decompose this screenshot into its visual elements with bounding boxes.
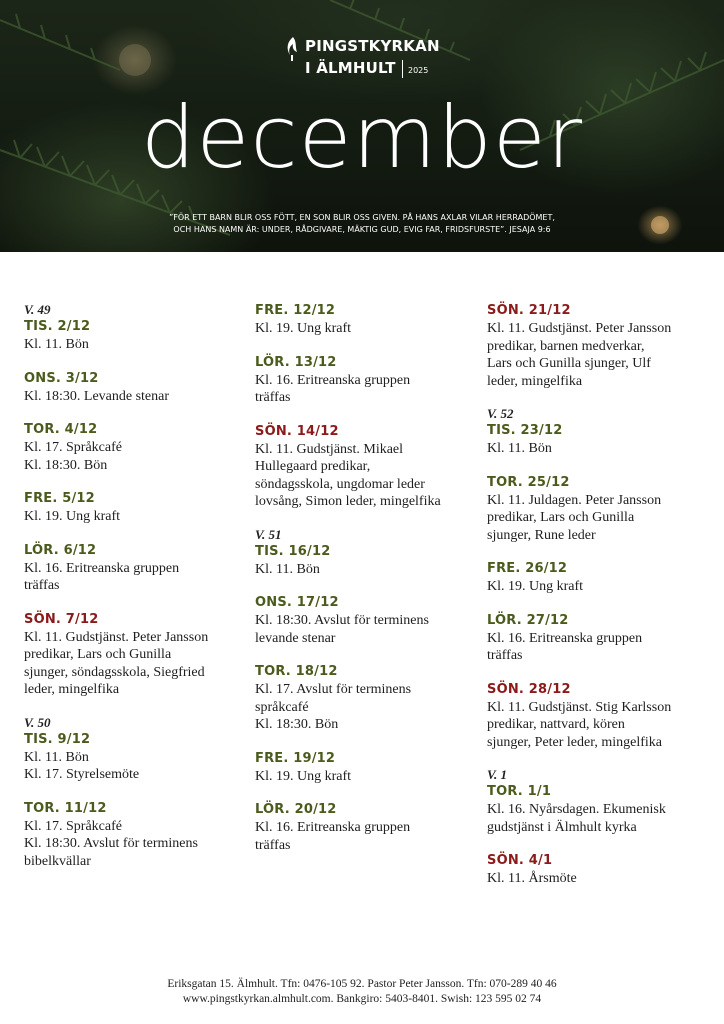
schedule-entry (24, 800, 249, 871)
date-heading: ONS. 3/12 (24, 370, 99, 386)
schedule-entry (24, 542, 249, 595)
month-title: december (140, 88, 584, 188)
date-heading: TOR. 25/12 (487, 474, 570, 490)
event-text-line: Kl. 11. Juldagen. Peter Jansson (487, 492, 662, 508)
verse-line-1: ”FÖR ETT BARN BLIR OSS FÖTT, EN SON BLIR OSS GIVEN. PÅ HANS AXLAR VILAR HERRADÖMET, (169, 213, 555, 222)
week-number: V. 50 (24, 714, 51, 730)
event-text-line: bibelkvällar (24, 853, 91, 869)
logo-divider (402, 60, 403, 78)
schedule-column-2 (255, 302, 480, 870)
event-text-line: träffas (487, 648, 523, 663)
schedule-entry (24, 421, 249, 474)
event-text-line: gudstjänst i Älmhult kyrka (487, 819, 637, 835)
date-heading: LÖR. 6/12 (24, 542, 97, 558)
event-text-line: sjunger, söndagsskola, Siegfried (24, 664, 205, 680)
schedule-entry (255, 423, 480, 511)
date-heading: LÖR. 20/12 (255, 802, 337, 817)
event-text-line: Kl. 11. Gudstjänst. Peter Jansson (24, 629, 209, 645)
event-text-line: träffas (24, 578, 60, 593)
event-text-line: Kl. 11. Gudstjänst. Peter Jansson (487, 321, 672, 336)
schedule-entry (487, 474, 712, 545)
event-text-line: Kl. 16. Eritreanska gruppen (255, 372, 411, 388)
schedule-entry (24, 611, 249, 699)
date-heading: TOR. 11/12 (24, 800, 107, 816)
event-text-line: Kl. 19. Ung kraft (24, 509, 121, 524)
event-text-line: Kl. 17. Språkcafé (24, 818, 122, 834)
event-text-line: Kl. 17. Språkcafé (24, 440, 122, 455)
week-number: V. 51 (255, 526, 282, 542)
event-text-line: Kl. 16. Nyårsdagen. Ekumenisk (487, 802, 666, 817)
footer-web-line: www.pingstkyrkan.almhult.com. Bankgiro: 5403-8401. Swish: 123 595 02 74 (182, 993, 542, 1005)
schedule-entry (24, 490, 249, 526)
logo-year: 2025 (408, 66, 429, 75)
event-text-line: Kl. 18:30. Bön (24, 457, 108, 473)
event-text-line: Kl. 16. Eritreanska gruppen (487, 630, 643, 646)
sunday-date-heading: SÖN. 21/12 (487, 303, 571, 318)
event-text-line: Kl. 16. Eritreanska gruppen (24, 560, 180, 576)
event-text-line: predikar, Lars och Gunilla (24, 647, 172, 662)
event-text-line: Kl. 17. Avslut för terminens (255, 682, 412, 697)
event-text-line: predikar, Lars och Gunilla (487, 510, 635, 525)
date-heading: LÖR. 27/12 (487, 612, 569, 628)
date-heading: TOR. 1/1 (487, 784, 552, 799)
event-text-line: söndagsskola, ungdomar leder (255, 476, 425, 492)
event-text-line: Kl. 11. Gudstjänst. Stig Karlsson (487, 699, 672, 715)
date-heading: TIS. 16/12 (255, 543, 331, 559)
event-text-line: Kl. 19. Ung kraft (487, 579, 584, 594)
schedule-entry (255, 527, 480, 579)
event-text-line: Kl. 18:30. Bön (255, 717, 339, 732)
event-text-line: Kl. 19. Ung kraft (255, 768, 352, 784)
week-number: V. 49 (24, 302, 51, 317)
event-text-line: Kl. 18:30. Avslut för terminens (255, 613, 429, 628)
contact-footer (0, 977, 724, 1007)
event-text-line: träffas (255, 390, 291, 405)
event-text-line: Kl. 17. Styrelsemöte (24, 767, 140, 782)
event-text-line: Lars och Gunilla sjunger, Ulf (487, 356, 651, 371)
date-heading: FRE. 5/12 (24, 491, 95, 506)
schedule-entry (255, 302, 480, 338)
date-heading: TIS. 2/12 (24, 319, 91, 334)
date-heading: TIS. 23/12 (487, 423, 563, 438)
date-heading: TOR. 4/12 (24, 422, 98, 437)
church-name-line2: I ÄLMHULT (305, 59, 396, 77)
event-text-line: sjunger, Rune leder (487, 527, 596, 543)
schedule-entry (255, 750, 480, 786)
event-text-line: predikar, nattvard, kören (487, 717, 625, 732)
event-text-line: Hullegaard predikar, (255, 459, 371, 474)
schedule-entry (24, 302, 249, 354)
date-heading: FRE. 26/12 (487, 561, 568, 576)
event-text-line: träffas (255, 837, 291, 853)
date-heading: FRE. 12/12 (255, 303, 336, 318)
date-heading: FRE. 19/12 (255, 750, 336, 766)
schedule-entry (487, 560, 712, 596)
sunday-date-heading: SÖN. 4/1 (487, 853, 553, 868)
schedule-entry (487, 681, 712, 752)
footer-address-line: Eriksgatan 15. Älmhult. Tfn: 0476-105 92. Pastor Peter Jansson. Tfn: 070-289 40 46 (167, 978, 557, 990)
schedule-entry (487, 406, 712, 458)
schedule-entry (255, 594, 480, 647)
church-logo (284, 36, 454, 82)
event-text-line: Kl. 11. Bön (255, 561, 320, 577)
schedule-column-3 (487, 302, 712, 904)
schedule-entry (487, 852, 712, 888)
event-text-line: Kl. 11. Bön (487, 441, 552, 456)
event-text-line: språkcafé (255, 699, 309, 715)
event-text-line: leder, mingelfika (487, 373, 583, 389)
date-heading: ONS. 17/12 (255, 595, 339, 610)
verse-line-2: OCH HANS NAMN ÄR: UNDER, RÅDGIVARE, MÄKTIG GUD, EVIG FAR, FRIDSFURSTE”. JESAJA 9:6 (173, 225, 551, 234)
bible-verse (110, 212, 614, 236)
event-text-line: lovsång, Simon leder, mingelfika (255, 494, 441, 509)
event-text-line: Kl. 18:30. Levande stenar (24, 388, 170, 404)
event-text-line: predikar, barnen medverkar, (487, 338, 645, 354)
dove-flame-icon (284, 36, 300, 62)
schedule-entry (255, 663, 480, 734)
schedule-entry (24, 370, 249, 406)
sunday-date-heading: SÖN. 7/12 (24, 611, 99, 627)
schedule-entry (487, 612, 712, 665)
date-heading: LÖR. 13/12 (255, 354, 337, 370)
schedule-entry (24, 715, 249, 784)
schedule-entry (487, 302, 712, 390)
event-text-line: Kl. 11. Bön (24, 749, 89, 765)
week-number: V. 52 (487, 406, 514, 421)
church-name-line1: PINGSTKYRKAN (305, 37, 440, 55)
event-text-line: Kl. 19. Ung kraft (255, 321, 352, 336)
date-heading: TIS. 9/12 (24, 731, 91, 747)
sunday-date-heading: SÖN. 14/12 (255, 423, 339, 439)
date-heading: TOR. 18/12 (255, 664, 338, 679)
schedule-entry (255, 354, 480, 407)
week-number: V. 1 (487, 767, 507, 782)
schedule-entry (255, 801, 480, 854)
event-text-line: Kl. 11. Gudstjänst. Mikael (255, 441, 404, 457)
event-text-line: Kl. 11. Bön (24, 337, 89, 352)
sunday-date-heading: SÖN. 28/12 (487, 681, 571, 697)
event-text-line: Kl. 18:30. Avslut för terminens (24, 836, 198, 851)
event-text-line: leder, mingelfika (24, 682, 120, 697)
event-text-line: Kl. 16. Eritreanska gruppen (255, 820, 411, 835)
header-banner (0, 0, 724, 252)
schedule-column-1 (24, 302, 249, 886)
schedule-entry (487, 767, 712, 836)
event-text-line: levande stenar (255, 630, 336, 646)
event-text-line: sjunger, Peter leder, mingelfika (487, 734, 662, 750)
event-text-line: Kl. 11. Årsmöte (487, 871, 577, 886)
